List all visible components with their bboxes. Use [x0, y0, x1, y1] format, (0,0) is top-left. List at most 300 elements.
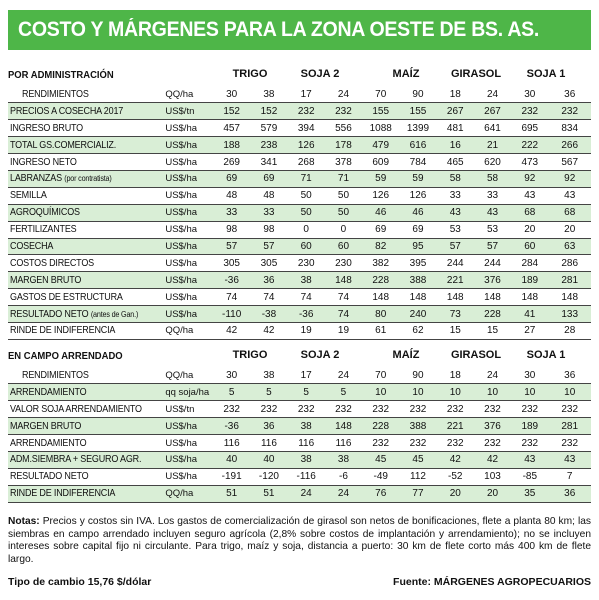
- value-cell: 90: [399, 86, 436, 103]
- value-cell: 268: [288, 154, 325, 171]
- source-credit: Fuente: MÁRGENES AGROPECUARIOS: [393, 576, 591, 588]
- value-cell: 38: [288, 272, 325, 289]
- value-cell: 266: [548, 137, 591, 154]
- value-cell: 155: [399, 103, 436, 120]
- value-cell: 395: [399, 255, 436, 272]
- value-cell: 341: [250, 154, 287, 171]
- table-row: [8, 468, 591, 485]
- table-row: [8, 255, 591, 272]
- value-cell: 232: [362, 401, 399, 418]
- value-cell: 43: [511, 451, 548, 468]
- value-cell: 69: [213, 170, 250, 187]
- value-cell: 16: [437, 137, 474, 154]
- value-cell: 45: [399, 451, 436, 468]
- value-cell: 48: [213, 187, 250, 204]
- value-cell: 152: [250, 103, 287, 120]
- rented-section-title: EN CAMPO ARRENDADO: [8, 350, 123, 362]
- value-cell: 41: [511, 306, 548, 323]
- value-cell: 479: [362, 137, 399, 154]
- value-cell: 98: [250, 221, 287, 238]
- value-cell: 305: [213, 255, 250, 272]
- crop-header-soja1: SOJA 1: [526, 349, 566, 361]
- value-cell: 42: [437, 451, 474, 468]
- row-label: LABRANZAS (por contratista): [8, 170, 163, 187]
- value-cell: 232: [548, 435, 591, 452]
- value-cell: 579: [250, 120, 287, 137]
- value-cell: 42: [213, 322, 250, 339]
- value-cell: 232: [362, 435, 399, 452]
- value-cell: 33: [250, 204, 287, 221]
- value-cell: 1399: [399, 120, 436, 137]
- value-cell: 126: [288, 137, 325, 154]
- value-cell: 232: [288, 401, 325, 418]
- row-label: RENDIMIENTOS: [8, 86, 163, 103]
- value-cell: -52: [437, 468, 474, 485]
- value-cell: 240: [399, 306, 436, 323]
- value-cell: 18: [437, 367, 474, 384]
- value-cell: 71: [325, 170, 362, 187]
- table-row: [8, 384, 591, 401]
- value-cell: 7: [548, 468, 591, 485]
- value-cell: 57: [250, 238, 287, 255]
- table-row: [8, 86, 591, 103]
- value-cell: 116: [213, 435, 250, 452]
- value-cell: -38: [250, 306, 287, 323]
- value-cell: 43: [437, 204, 474, 221]
- value-cell: 28: [548, 322, 591, 339]
- row-label-note: (antes de Gan.): [90, 309, 139, 319]
- row-unit: QQ/ha: [163, 86, 213, 103]
- value-cell: 232: [437, 401, 474, 418]
- value-cell: 148: [548, 289, 591, 306]
- value-cell: 112: [399, 468, 436, 485]
- exchange-rate: Tipo de cambio 15,76 $/dólar: [8, 576, 152, 588]
- value-cell: 24: [288, 485, 325, 502]
- row-unit: US$/ha: [163, 238, 213, 255]
- value-cell: 178: [325, 137, 362, 154]
- value-cell: 61: [362, 322, 399, 339]
- value-cell: 284: [511, 255, 548, 272]
- value-cell: -191: [213, 468, 250, 485]
- value-cell: 148: [511, 289, 548, 306]
- value-cell: 51: [213, 485, 250, 502]
- value-cell: 232: [474, 435, 511, 452]
- value-cell: 232: [399, 435, 436, 452]
- value-cell: 382: [362, 255, 399, 272]
- value-cell: 103: [474, 468, 511, 485]
- value-cell: 465: [437, 154, 474, 171]
- rented-section: [8, 345, 591, 503]
- value-cell: 116: [325, 435, 362, 452]
- value-cell: 18: [437, 86, 474, 103]
- value-cell: 0: [325, 221, 362, 238]
- value-cell: 473: [511, 154, 548, 171]
- value-cell: 51: [250, 485, 287, 502]
- value-cell: 50: [325, 187, 362, 204]
- value-cell: 33: [213, 204, 250, 221]
- table-row: [8, 289, 591, 306]
- row-unit: US$/ha: [163, 435, 213, 452]
- crop-header-soja1: SOJA 1: [526, 68, 566, 80]
- table-row: [8, 272, 591, 289]
- crop-header-soja2: SOJA 2: [300, 68, 340, 80]
- value-cell: 10: [548, 384, 591, 401]
- value-cell: 116: [250, 435, 287, 452]
- value-cell: 232: [399, 401, 436, 418]
- crop-header-maiz: MAÍZ: [392, 349, 420, 361]
- table-row: [8, 306, 591, 323]
- value-cell: 35: [511, 485, 548, 502]
- value-cell: 73: [437, 306, 474, 323]
- value-cell: 5: [288, 384, 325, 401]
- value-cell: 95: [399, 238, 436, 255]
- value-cell: 30: [213, 367, 250, 384]
- table-row: [8, 322, 591, 339]
- value-cell: 148: [325, 272, 362, 289]
- value-cell: 378: [325, 154, 362, 171]
- value-cell: 92: [511, 170, 548, 187]
- row-unit: qq soja/ha: [163, 384, 213, 401]
- value-cell: 148: [362, 289, 399, 306]
- row-label: RENDIMIENTOS: [8, 367, 163, 384]
- value-cell: -36: [213, 272, 250, 289]
- row-unit: US$/ha: [163, 120, 213, 137]
- value-cell: 133: [548, 306, 591, 323]
- row-label: VALOR SOJA ARRENDAMIENTO: [8, 401, 163, 418]
- value-cell: 228: [362, 418, 399, 435]
- value-cell: 20: [474, 485, 511, 502]
- value-cell: 63: [548, 238, 591, 255]
- row-label: AGROQUÍMICOS: [8, 204, 163, 221]
- value-cell: 70: [362, 367, 399, 384]
- value-cell: 24: [325, 485, 362, 502]
- value-cell: 376: [474, 272, 511, 289]
- rented-section-header: [8, 345, 591, 367]
- value-cell: 69: [362, 221, 399, 238]
- value-cell: 116: [288, 435, 325, 452]
- row-unit: US$/ha: [163, 451, 213, 468]
- value-cell: 232: [325, 103, 362, 120]
- value-cell: 221: [437, 272, 474, 289]
- value-cell: 38: [325, 451, 362, 468]
- row-unit: US$/ha: [163, 170, 213, 187]
- value-cell: -110: [213, 306, 250, 323]
- value-cell: 76: [362, 485, 399, 502]
- row-label: RESULTADO NETO (antes de Gan.): [8, 306, 163, 323]
- value-cell: 188: [213, 137, 250, 154]
- row-label: TOTAL GS.COMERCIALIZ.: [8, 137, 163, 154]
- row-unit: US$/ha: [163, 154, 213, 171]
- value-cell: 189: [511, 272, 548, 289]
- row-label: RINDE DE INDIFERENCIA: [8, 322, 163, 339]
- row-label: COSECHA: [8, 238, 163, 255]
- value-cell: 388: [399, 418, 436, 435]
- value-cell: 609: [362, 154, 399, 171]
- value-cell: 376: [474, 418, 511, 435]
- row-label: ARRENDAMIENTO: [8, 384, 163, 401]
- value-cell: 228: [362, 272, 399, 289]
- value-cell: -36: [288, 306, 325, 323]
- value-cell: 69: [399, 221, 436, 238]
- value-cell: 695: [511, 120, 548, 137]
- value-cell: 57: [474, 238, 511, 255]
- value-cell: 40: [213, 451, 250, 468]
- crop-header-girasol: GIRASOL: [450, 68, 502, 80]
- value-cell: 82: [362, 238, 399, 255]
- value-cell: -85: [511, 468, 548, 485]
- value-cell: 24: [474, 367, 511, 384]
- value-cell: 17: [288, 86, 325, 103]
- value-cell: 98: [213, 221, 250, 238]
- value-cell: 620: [474, 154, 511, 171]
- value-cell: 232: [250, 401, 287, 418]
- value-cell: 38: [250, 86, 287, 103]
- value-cell: 43: [548, 187, 591, 204]
- table-row: [8, 401, 591, 418]
- value-cell: 27: [511, 322, 548, 339]
- value-cell: 155: [362, 103, 399, 120]
- value-cell: 0: [288, 221, 325, 238]
- value-cell: 10: [474, 384, 511, 401]
- value-cell: 53: [474, 221, 511, 238]
- value-cell: 58: [474, 170, 511, 187]
- value-cell: 33: [437, 187, 474, 204]
- value-cell: 238: [250, 137, 287, 154]
- value-cell: 50: [325, 204, 362, 221]
- row-unit: QQ/ha: [163, 367, 213, 384]
- row-unit: US$/ha: [163, 204, 213, 221]
- crop-header-trigo: TRIGO: [232, 349, 268, 361]
- value-cell: 15: [474, 322, 511, 339]
- value-cell: 232: [474, 401, 511, 418]
- value-cell: 616: [399, 137, 436, 154]
- value-cell: -116: [288, 468, 325, 485]
- value-cell: 5: [213, 384, 250, 401]
- page-title: COSTO Y MÁRGENES PARA LA ZONA OESTE DE BS. AS.: [18, 18, 540, 41]
- value-cell: 10: [362, 384, 399, 401]
- admin-table: [8, 86, 591, 340]
- value-cell: 10: [511, 384, 548, 401]
- row-unit: US$/ha: [163, 137, 213, 154]
- rented-table: [8, 367, 591, 503]
- row-unit: QQ/ha: [163, 322, 213, 339]
- value-cell: 286: [548, 255, 591, 272]
- value-cell: 74: [250, 289, 287, 306]
- value-cell: 222: [511, 137, 548, 154]
- table-row: [8, 103, 591, 120]
- value-cell: 70: [362, 86, 399, 103]
- value-cell: 80: [362, 306, 399, 323]
- value-cell: 244: [474, 255, 511, 272]
- value-cell: 74: [325, 306, 362, 323]
- row-unit: QQ/ha: [163, 485, 213, 502]
- value-cell: 74: [213, 289, 250, 306]
- value-cell: 267: [437, 103, 474, 120]
- table-row: [8, 418, 591, 435]
- row-label: MARGEN BRUTO: [8, 272, 163, 289]
- row-label: MARGEN BRUTO: [8, 418, 163, 435]
- value-cell: 244: [437, 255, 474, 272]
- value-cell: 74: [288, 289, 325, 306]
- value-cell: 20: [511, 221, 548, 238]
- admin-section: [8, 64, 591, 340]
- row-label: FERTILIZANTES: [8, 221, 163, 238]
- value-cell: 834: [548, 120, 591, 137]
- value-cell: 784: [399, 154, 436, 171]
- value-cell: 232: [511, 435, 548, 452]
- admin-section-title: POR ADMINISTRACIÓN: [8, 69, 114, 81]
- table-row: [8, 170, 591, 187]
- value-cell: 152: [213, 103, 250, 120]
- value-cell: 59: [362, 170, 399, 187]
- value-cell: 45: [362, 451, 399, 468]
- value-cell: 42: [250, 322, 287, 339]
- row-label: RESULTADO NETO: [8, 468, 163, 485]
- table-row: [8, 187, 591, 204]
- value-cell: 36: [250, 418, 287, 435]
- row-unit: US$/tn: [163, 401, 213, 418]
- table-row: [8, 451, 591, 468]
- value-cell: 20: [437, 485, 474, 502]
- value-cell: 5: [325, 384, 362, 401]
- table-row: [8, 238, 591, 255]
- row-unit: US$/ha: [163, 221, 213, 238]
- value-cell: 48: [250, 187, 287, 204]
- value-cell: 232: [511, 401, 548, 418]
- value-cell: 232: [548, 103, 591, 120]
- row-unit: US$/ha: [163, 289, 213, 306]
- value-cell: 148: [474, 289, 511, 306]
- value-cell: 281: [548, 272, 591, 289]
- value-cell: 481: [437, 120, 474, 137]
- table-row: [8, 485, 591, 502]
- value-cell: 46: [399, 204, 436, 221]
- value-cell: 46: [362, 204, 399, 221]
- value-cell: 148: [325, 418, 362, 435]
- title-bar: [8, 10, 591, 50]
- row-unit: US$/ha: [163, 418, 213, 435]
- crop-header-girasol: GIRASOL: [450, 349, 502, 361]
- table-row: [8, 204, 591, 221]
- value-cell: 269: [213, 154, 250, 171]
- value-cell: 232: [548, 401, 591, 418]
- table-row: [8, 137, 591, 154]
- value-cell: 281: [548, 418, 591, 435]
- value-cell: 232: [325, 401, 362, 418]
- row-unit: US$/ha: [163, 272, 213, 289]
- value-cell: 230: [325, 255, 362, 272]
- table-row: [8, 435, 591, 452]
- value-cell: 24: [325, 86, 362, 103]
- value-cell: 60: [325, 238, 362, 255]
- row-label: GASTOS DE ESTRUCTURA: [8, 289, 163, 306]
- row-label: INGRESO BRUTO: [8, 120, 163, 137]
- notes-label: Notas:: [8, 516, 40, 527]
- value-cell: 30: [511, 367, 548, 384]
- title-banner: [0, 0, 599, 54]
- value-cell: 43: [511, 187, 548, 204]
- value-cell: 19: [325, 322, 362, 339]
- value-cell: 43: [548, 451, 591, 468]
- value-cell: 42: [474, 451, 511, 468]
- value-cell: 33: [474, 187, 511, 204]
- value-cell: 221: [437, 418, 474, 435]
- value-cell: 69: [250, 170, 287, 187]
- value-cell: 71: [288, 170, 325, 187]
- value-cell: 74: [325, 289, 362, 306]
- table-row: [8, 154, 591, 171]
- notes-text: Precios y costos sin IVA. Los gastos de comercialización de girasol son netos de bonificaciones, flete a planta 80 km; las siembras en campo arrendado incluyen seguro agrícola (2,8% sobre costos de implantación y arrendamiento); no se incluyen intereses sobre capital fijo ni circulante. Para trigo, maíz y soja, distancia a puerto: 30 km de flete corto más 400 km de flete largo.: [8, 516, 591, 565]
- value-cell: 19: [288, 322, 325, 339]
- value-cell: 1088: [362, 120, 399, 137]
- value-cell: 43: [474, 204, 511, 221]
- value-cell: 58: [437, 170, 474, 187]
- value-cell: 232: [213, 401, 250, 418]
- value-cell: 62: [399, 322, 436, 339]
- row-unit: US$/ha: [163, 306, 213, 323]
- notes: [8, 516, 591, 566]
- value-cell: 5: [250, 384, 287, 401]
- value-cell: 92: [548, 170, 591, 187]
- row-unit: US$/ha: [163, 468, 213, 485]
- value-cell: 57: [213, 238, 250, 255]
- table-row: [8, 367, 591, 384]
- value-cell: 457: [213, 120, 250, 137]
- value-cell: 24: [325, 367, 362, 384]
- value-cell: 126: [362, 187, 399, 204]
- value-cell: 148: [399, 289, 436, 306]
- value-cell: 90: [399, 367, 436, 384]
- value-cell: 50: [288, 204, 325, 221]
- value-cell: 394: [288, 120, 325, 137]
- value-cell: -36: [213, 418, 250, 435]
- row-unit: US$/ha: [163, 187, 213, 204]
- value-cell: 641: [474, 120, 511, 137]
- value-cell: 68: [548, 204, 591, 221]
- row-label: ARRENDAMIENTO: [8, 435, 163, 452]
- value-cell: 148: [437, 289, 474, 306]
- value-cell: 36: [250, 272, 287, 289]
- value-cell: 36: [548, 86, 591, 103]
- value-cell: 77: [399, 485, 436, 502]
- row-label-note: (por contratista): [64, 174, 112, 184]
- row-label: COSTOS DIRECTOS: [8, 255, 163, 272]
- value-cell: 228: [474, 306, 511, 323]
- value-cell: 68: [511, 204, 548, 221]
- value-cell: 17: [288, 367, 325, 384]
- value-cell: 305: [250, 255, 287, 272]
- value-cell: 53: [437, 221, 474, 238]
- value-cell: 38: [250, 367, 287, 384]
- row-label: INGRESO NETO: [8, 154, 163, 171]
- row-label: RINDE DE INDIFERENCIA: [8, 485, 163, 502]
- value-cell: 232: [511, 103, 548, 120]
- value-cell: 38: [288, 418, 325, 435]
- row-unit: US$/ha: [163, 255, 213, 272]
- row-label: ADM.SIEMBRA + SEGURO AGR.: [8, 451, 163, 468]
- crop-header-maiz: MAÍZ: [392, 68, 420, 80]
- value-cell: 60: [511, 238, 548, 255]
- value-cell: 24: [474, 86, 511, 103]
- value-cell: 232: [288, 103, 325, 120]
- row-unit: US$/tn: [163, 103, 213, 120]
- value-cell: 230: [288, 255, 325, 272]
- value-cell: 40: [250, 451, 287, 468]
- value-cell: 126: [399, 187, 436, 204]
- value-cell: 10: [399, 384, 436, 401]
- admin-section-header: [8, 64, 591, 86]
- value-cell: 38: [288, 451, 325, 468]
